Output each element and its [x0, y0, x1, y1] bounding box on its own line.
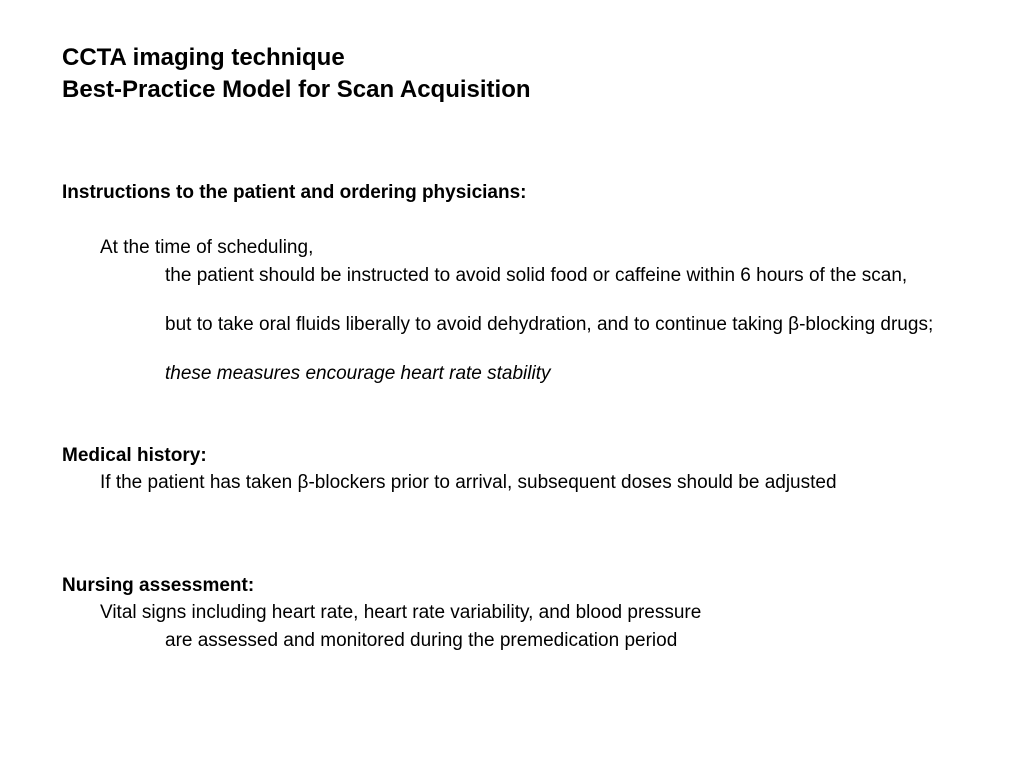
- medical-history-text: If the patient has taken β-blockers prior to arrival, subsequent doses should be adjusted: [100, 472, 837, 493]
- slide-title: [62, 42, 531, 106]
- instructions-item-fluids: but to take oral fluids liberally to avoid dehydration, and to continue taking β-blocking drugs;: [165, 314, 934, 335]
- nursing-text: Vital signs including heart rate, heart rate variability, and blood pressure: [100, 602, 702, 623]
- nursing-heading: Nursing assessment:: [62, 575, 255, 596]
- instructions-item-food: the patient should be instructed to avoid solid food or caffeine within 6 hours of the scan,: [165, 265, 908, 286]
- medical-history-heading: Medical history:: [62, 445, 207, 466]
- nursing-subtext: are assessed and monitored during the premedication period: [165, 630, 678, 651]
- instructions-note: these measures encourage heart rate stability: [165, 363, 551, 384]
- instructions-intro: At the time of scheduling,: [100, 237, 314, 258]
- title-line-1: CCTA imaging technique: [62, 44, 345, 71]
- instructions-heading: Instructions to the patient and ordering physicians:: [62, 182, 527, 203]
- title-line-2: Best-Practice Model for Scan Acquisition: [62, 76, 531, 103]
